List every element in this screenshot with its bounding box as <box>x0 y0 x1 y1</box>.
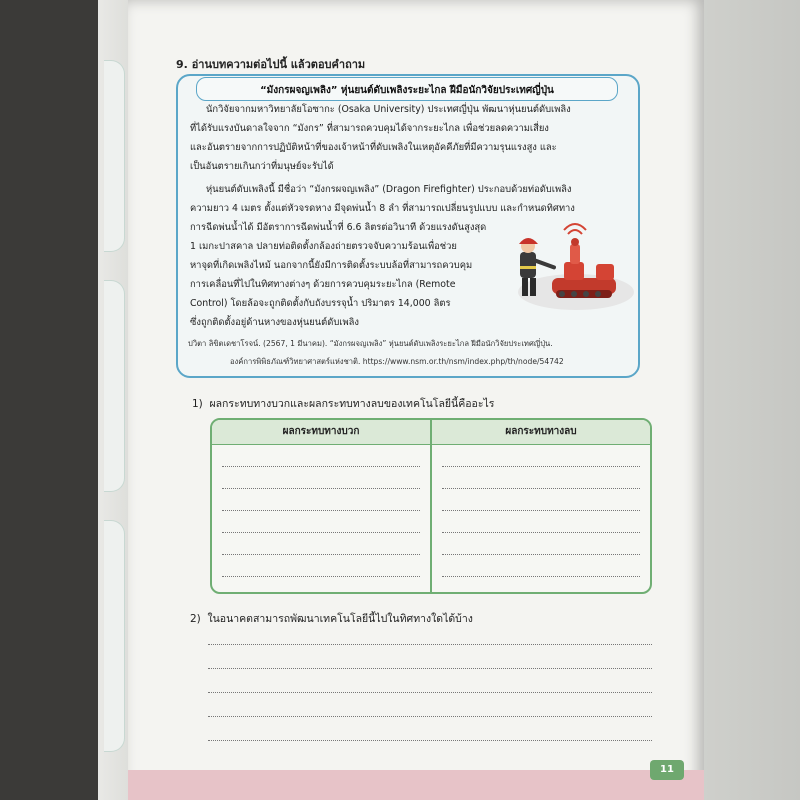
impact-table <box>210 418 652 594</box>
answer-line[interactable] <box>208 716 652 717</box>
article-line: ที่ได้รับแรงบันดาลใจจาก “มังกร” ที่สามารถควบคุมได้จากระยะไกล เพื่อช่วยลดความเสี่ยง <box>190 123 549 134</box>
answer-line-negative[interactable] <box>442 510 640 511</box>
sub-question-number: 2) <box>190 613 201 625</box>
answer-line-positive[interactable] <box>222 466 420 467</box>
citation-line: องค์การพิพิธภัณฑ์วิทยาศาสตร์แห่งชาติ. https://www.nsm.or.th/nsm/index.php/th/node/54742 <box>230 357 564 366</box>
sub-question-text: ในอนาคตสามารถพัฒนาเทคโนโลยีนี้ไปในทิศทางใดได้บ้าง <box>207 613 473 625</box>
article-line: ซึ่งถูกติดตั้งอยู่ด้านหางของหุ่นยนต์ดับเพลิง <box>190 317 359 328</box>
answer-line[interactable] <box>208 644 652 645</box>
question-title <box>176 55 365 73</box>
answer-line-positive[interactable] <box>222 576 420 577</box>
article-headline: “มังกรผจญเพลิง” หุ่นยนต์ดับเพลิงระยะไกล ฝีมือนักวิจัยประเทศญี่ปุ่น <box>260 85 554 96</box>
background-surface <box>700 0 800 800</box>
answer-line-positive[interactable] <box>222 532 420 533</box>
answer-line-negative[interactable] <box>442 532 640 533</box>
article-headline-box <box>196 77 618 101</box>
article-line: เป็นอันตรายเกินกว่าที่มนุษย์จะรับได้ <box>190 161 334 172</box>
answer-line-positive[interactable] <box>222 554 420 555</box>
article-line: ความยาว 4 เมตร ตั้งแต่หัวจรดหาง มีจุดพ่นน้ำ 8 ลำ ที่สามารถเปลี่ยนรูปแบบ และกำหนดทิศทาง <box>190 203 575 214</box>
sub-question-number: 1) <box>192 398 203 410</box>
sub-question-2 <box>190 610 473 627</box>
page-footer-band <box>128 770 704 800</box>
facing-page-box <box>104 60 125 252</box>
facing-page-box <box>104 280 125 492</box>
article-line: และอันตรายจากการปฏิบัติหน้าที่ของเจ้าหน้าที่ดับเพลิงในเหตุอัคคีภัยที่มีความรุนแรงสูง และ <box>190 142 557 153</box>
facing-page-box <box>104 520 125 752</box>
article-line: Control) โดยล้อจะถูกติดตั้งกับถังบรรจุน้ำ ปริมาตร 14,000 ลิตร <box>190 298 451 309</box>
question-number: 9. <box>176 58 188 71</box>
sub-question-text: ผลกระทบทางบวกและผลกระทบทางลบของเทคโนโลยีนี้คืออะไร <box>209 398 495 410</box>
answer-line[interactable] <box>208 668 652 669</box>
answer-line-negative[interactable] <box>442 576 640 577</box>
question-text: อ่านบทความต่อไปนี้ แล้วตอบคำถาม <box>191 58 366 71</box>
answer-line[interactable] <box>208 740 652 741</box>
answer-line-positive[interactable] <box>222 488 420 489</box>
answer-line-positive[interactable] <box>222 510 420 511</box>
page-number: 11 <box>650 760 684 780</box>
article-line: หาจุดที่เกิดเพลิงไหม้ นอกจากนี้ยังมีการติดตั้งระบบล้อที่สามารถควบคุม <box>190 260 473 271</box>
table-header-negative: ผลกระทบทางลบ <box>505 426 577 437</box>
article-line: การฉีดพ่นน้ำได้ มีอัตราการฉีดพ่นน้ำที่ 6.6 ลิตรต่อวินาที ด้วยแรงดันสูงสุด <box>190 222 487 233</box>
answer-line-negative[interactable] <box>442 466 640 467</box>
article-line: 1 เมกะปาสคาล ปลายท่อติดตั้งกล้องถ่ายตรวจจับความร้อนเพื่อช่วย <box>190 241 457 252</box>
firefighter-with-robot-illustration <box>498 222 634 314</box>
citation-line: ปวิตา ลิขิตเดชาโรจน์. (2567, 1 มีนาคม). “มังกรผจญเพลิง” หุ่นยนต์ดับเพลิงระยะไกล ฝีมือนักวิจัยประเทศญี่ปุ่น. <box>188 339 553 348</box>
article-line: หุ่นยนต์ดับเพลิงนี้ มีชื่อว่า “มังกรผจญเพลิง” (Dragon Firefighter) ประกอบด้วยท่อดับเพลิง <box>206 184 572 195</box>
table-header-positive: ผลกระทบทางบวก <box>282 426 360 437</box>
answer-line-negative[interactable] <box>442 488 640 489</box>
sub-question-1 <box>192 395 494 412</box>
answer-line[interactable] <box>208 692 652 693</box>
article-line: นักวิจัยจากมหาวิทยาลัยโอซากะ (Osaka University) ประเทศญี่ปุ่น พัฒนาหุ่นยนต์ดับเพลิง <box>206 104 571 115</box>
table-column-divider <box>430 420 432 592</box>
article-line: การเคลื่อนที่ไปในทิศทางต่างๆ ด้วยการควบคุมระยะไกล (Remote <box>190 279 456 290</box>
answer-line-negative[interactable] <box>442 554 640 555</box>
